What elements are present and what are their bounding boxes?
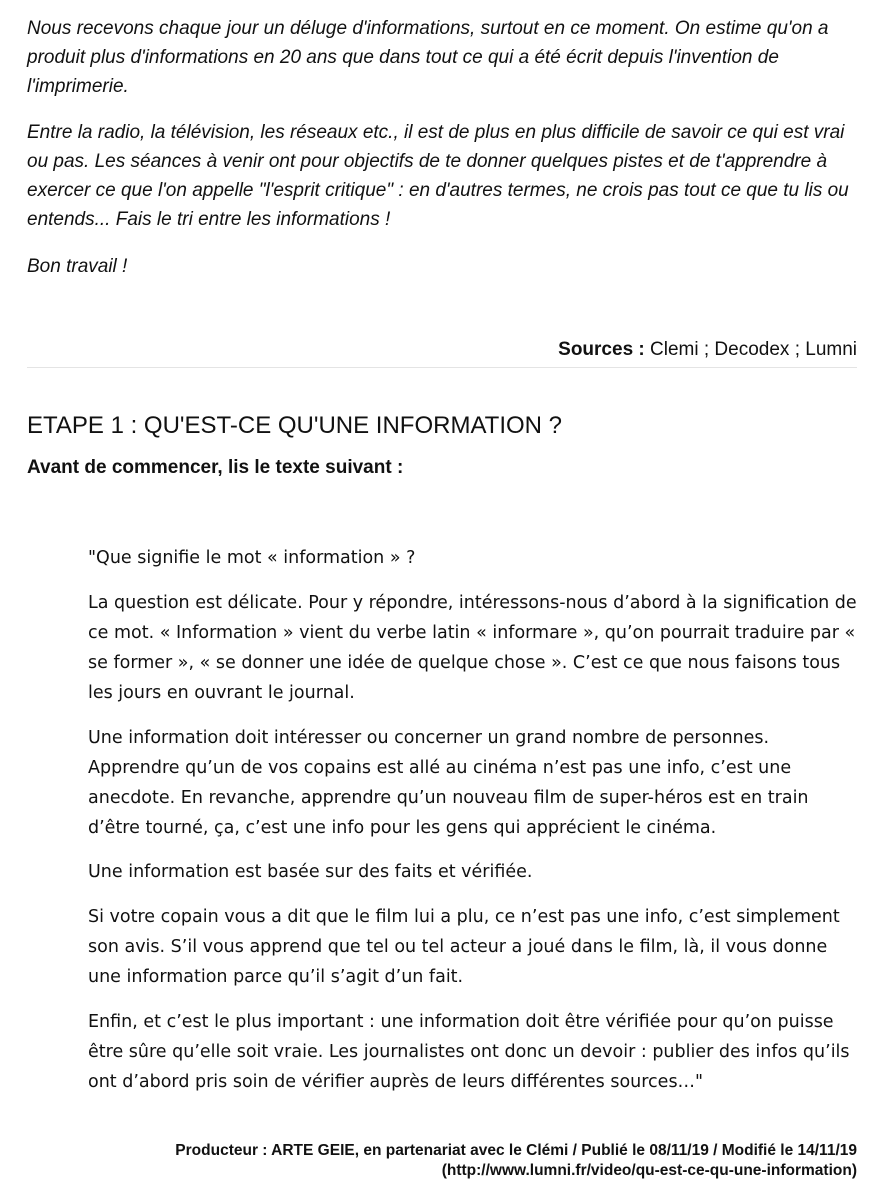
credit-line: Producteur : ARTE GEIE, en partenariat avec le Clémi / Publié le 08/11/19 / Modifié le 14/11/19 [175,1142,857,1159]
quote-paragraph-5: Si votre copain vous a dit que le film lui a plu, ce n’est pas une info, c’est simplement son avis. S’il vous apprend que tel ou tel acteur a joué dans le film, là, il vous donne une information parce qu’il s’agit d’un fait. [88,907,840,987]
intro-paragraph-1: Nous recevons chaque jour un déluge d'informations, surtout en ce moment. On estime qu'on a produit plus d'informations en 20 ans que dans tout ce qui a été écrit depuis l'invention de l'imprimerie. [27,18,829,97]
sources-line [558,337,857,363]
intro-paragraph-2: Entre la radio, la télévision, les réseaux etc., il est de plus en plus difficile de savoir ce qui est vrai ou pas. Les séances à venir ont pour objectifs de te donner quelques pistes et de t'apprendre à exercer ce que l'on appelle "l'esprit critique" : en d'autres termes, ne crois pas tout ce que tu lis ou entends... Fais le tri entre les informations ! [27,122,849,230]
source-url-link[interactable]: (http://www.lumni.fr/video/qu-est-ce-qu-une-information) [441,1162,857,1179]
sources-label: Sources : [558,339,645,360]
quote-paragraph-6: Enfin, et c’est le plus important : une information doit être vérifiée pour qu’on puisse être sûre qu’elle soit vraie. Les journalistes ont donc un devoir : publier des infos qu’ils ont d’abord pris soin de vérifier auprès de leurs différentes sources…" [88,1012,850,1092]
sources-list: Clemi ; Decodex ; Lumni [650,339,857,360]
quote-paragraph-3: Une information doit intéresser ou concerner un grand nombre de personnes. Apprendre qu’un de vos copains est allé au cinéma n’est pas une info, c’est une anecdote. En revanche, apprendre qu’un nouveau film de super-héros est en train d’être tourné, ça, c’est une info pour les gens qui apprécient le cinéma. [88,728,809,838]
step-instruction: Avant de commencer, lis le texte suivant : [27,457,404,478]
section-divider [27,367,857,368]
quote-paragraph-2: La question est délicate. Pour y répondre, intéressons-nous d’abord à la signification de ce mot. « Information » vient du verbe latin « informare », qu’on pourrait traduire par « se former », « se donner une idée de quelque chose ». C’est ce que nous faisons tous les jours en ouvrant le journal. [88,593,857,703]
step-title: ETAPE 1 : QU'EST-CE QU'UNE INFORMATION ? [27,412,563,439]
credit-url-wrap [442,1160,857,1181]
quote-paragraph-4: Une information est basée sur des faits et vérifiée. [88,862,533,882]
quote-paragraph-1: "Que signifie le mot « information » ? [88,548,416,568]
intro-paragraph-3: Bon travail ! [27,256,128,277]
